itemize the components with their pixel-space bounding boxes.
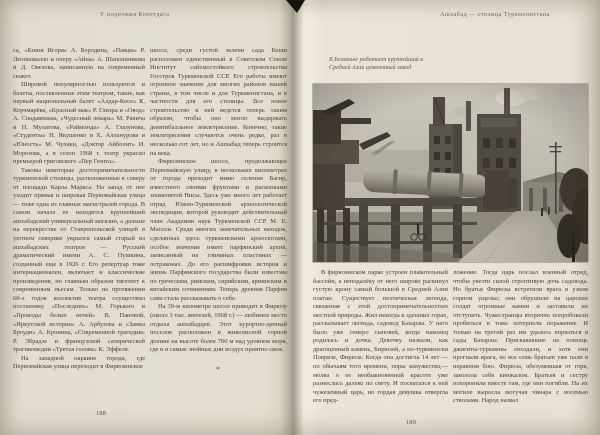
photo-caption-line: В Безмеине работает крупнейший в — [329, 57, 423, 63]
right-page-column-1 — [313, 269, 448, 406]
photo-caption — [329, 57, 423, 72]
text-paragraph: В фирюзинском парке устроен плавательный бассейн, а неподалёку от него широко раскинул густую крону самый большой в Средней Азии платан. Существует поэтическая легенда, связанная с этой достопримечательностью местной природы. Жил некогда в здешних горах, рассказывает легенда, садовод Бахарлы. У него было уже семеро сыновей, когда наконец родилась и дочка. Девочку назвали, как драгоценный камень, Бирюзой, а по-туркменски Повризе, Фирюза. Когда она достигла 14 лет — по обычаям того времени, поры замужества,— молва о ее необыкновенной красоте уже разнеслась далеко по свету. И посватался к ней чужеземный царь, но гордая девушка отвергла его пред- — [313, 269, 448, 405]
photo-vignette — [313, 84, 588, 262]
factory-photo-image — [313, 84, 588, 262]
right-running-head: Ашхабад — столица Туркменистана — [440, 11, 550, 18]
text-paragraph: На 39-м километре шоссе приводит в Фирюзу (около 3 тыс. жителей, 1968 г.) — любимое место отдыха ашхабадцев. Этот курортно-дачный поселок расположен в живописной горной долине на высоте более 700 м над уровнем моря, где и в самые знойные дни воздух приятно свеж. — [150, 303, 287, 354]
text-paragraph: ложение. Тогда царь послал военный отряд, чтобы увезти силой строптивую дочь садовода. Но братья Фирюзы встретили врага в узком горном ущелье; они обрушили на царских солдат огромные камни и заставили их отступить. Чужестранцы вторично попробовали пробиться и тоже потерпели поражение. И только на третий раз им удалось ворваться в сады Бахарлы. Прискакавшие на помощь джигиты-туркмены опоздали, и хотя они прогнали врага, но все семь братьев уже пали в неравном бою. Фирюза, обезумевшая от горя, заколола себя кинжалом. Братьев и сестру похоронили вместе там, где они погибли. На их могиле выросла могучая чинара с восемью стволами. Народ назвал — [453, 269, 588, 405]
left-page-column-2 — [150, 47, 287, 374]
photo-caption-line: Средней Азии цементный завод — [329, 64, 412, 71]
factory-photo — [313, 84, 588, 262]
text-paragraph: Широкой популярностью пользуются и балеты, поставленные этим театром, такие, как первый национальный балет «Алдар-Косе» К. Корчмарёва, «Красный мак» Р. Глиэра и «Овод» А. Спадавеккиа, «Чудесный лекарь» М. Равича и Н. Мухатова, «Раймонда» А. Глазунова, «Студенты» Н. Якушенко и Х. Алланурова и «Юность» М. Чулаки, «Доктор Айболит» И. Морозова, а в сезон 1968 г. театр украсил премьерой григовского «Пер Гюнта». — [13, 81, 145, 166]
left-page-column-1 — [13, 47, 145, 372]
section-divider-asterisk: * — [216, 364, 221, 374]
text-paragraph: шоссе, среди густой зелени сада Кеши расположен единственный в Советском Союзе Институт сейсмостойкого строительства Госстроя Туркменской ССР. Его работы имеют огромное значение для многих районов нашей страны, в том числе и для Туркменистана, и в частности для его столицы. Все новое строительство в ней ведется теперь таким образом, чтобы оно могло выдержать девятибалльное землетрясение. Конечно, такие землетрясения случаются очень редко, раз в несколько сот лет, но и Ашхабад теперь строится на века. — [150, 47, 287, 157]
text-paragraph: са, «Князя Игоря» А. Бородина, «Паяцы» Р. Леонковалло и оперу «Айна» А. Шапошникова и Д. Овезова, написанную на современный сюжет. — [13, 47, 145, 80]
binding-notch — [286, 0, 305, 13]
text-paragraph: Таковы некоторые достопримечательности туркменской столицы, расположенные к северу от площади Карла Маркса. На запад от нее уходит прямая и широкая Первомайская улица — тоже одна из главных магистралей города. В самом начале ее находится крупнейший ашхабадский универсальный магазин, а дальше на перекрестке со Ставропольской улицей в уютном скверике укрылся самый старый из ашхабадских театров — Русский драматический имени А. С. Пушкина, созданный еще в 1926 г. Его репертуар тоже интернационален, включает и классические произведения, но главным образом тяготеет к современным пьесам. Только на протяжении 60-х годов коллектив театра осуществил постановку «Последних» М. Горького и «Проводы белых ночей» В. Пановой, «Иркутской истории» А. Арбузова и «Замка Броуди» А. Кронина, «Современной трагедии» Р. Эбрадзе и французской сатирической трагикомедии «Третья голова» К. Эффеля. — [13, 166, 145, 354]
text-paragraph: На западной окраине города, где Первомайская улица переходит в Фирюзинское — [13, 354, 145, 371]
left-running-head: У подножия Копетдага — [100, 11, 170, 18]
right-page-number: 189 — [406, 419, 416, 426]
text-paragraph: Фирюзинское шоссе, продолжающее Первомайскую улицу, в нескольких километрах от города проходит мимо селения Багир, известного своими фруктами и раскопками знаменитой Нисы. Здесь уже много лет работает отряд Южно-Туркменской археологической экспедиции, которой руководит действительный член Академии наук Туркменской ССР М. Е. Массон. Среди многих замечательных находок, сделанных здесь туркменскими археологами, особое значение имеет парфянский архив, записанный на глиняных пластинах — остраконах. До его расшифровки история и жизнь Парфянского государства были известны по греческим, римским, сирийским, армянским и китайским сочинениям. Теперь древняя Парфия сама стала рассказывать о себе. — [150, 158, 287, 302]
left-page-number: 188 — [96, 410, 106, 417]
right-page-column-2 — [453, 269, 588, 406]
